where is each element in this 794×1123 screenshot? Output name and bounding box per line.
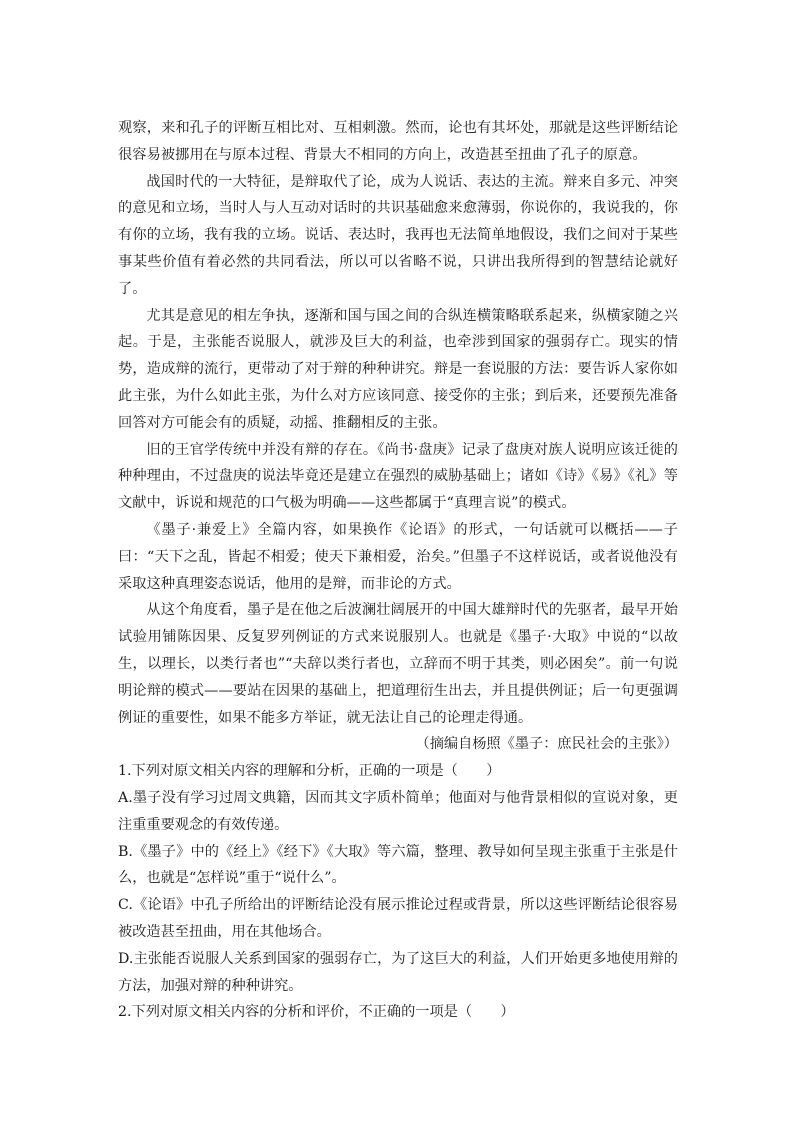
option-a: A.墨子没有学习过周文典籍，因而其文字质朴简单；他面对与他背景相似的宣说对象，更注重重要观念的有效传递。 <box>118 789 678 833</box>
question-stem: 1.下列对原文相关内容的理解和分析，正确的一项是（ ） <box>118 763 501 780</box>
question-2 <box>118 999 678 1026</box>
passage <box>118 115 678 758</box>
question-1 <box>118 758 678 999</box>
document-page <box>118 115 678 1026</box>
option-d: D.主张能否说服人关系到国家的强弱存亡，为了这巨大的利益，人们开始更多地使用辩的方法，加强对辩的种种讲究。 <box>118 950 678 994</box>
option-c: C.《论语》中孔子所给出的评断结论没有展示推论过程或背景，所以这些评断结论很容易被改造甚至扭曲，用在其他场合。 <box>118 897 678 940</box>
paragraph-1: 观察，来和孔子的评断互相比对、互相刺激。然而，论也有其坏处，那就是这些评断结论很容易被挪用在与原本过程、背景大不相同的方向上，改造甚至扭曲了孔子的原意。 <box>118 120 678 163</box>
paragraph-3: 尤其是意见的相左争执，逐渐和国与国之间的合纵连横策略联系起来，纵横家随之兴起。于是，主张能否说服人，就涉及巨大的利益，也牵涉到国家的强弱存亡。现实的情势，造成辩的流行，更带动了对于辩的种种讲究。辩是一套说服的方法：要告诉人家你如此主张，为什么如此主张，为什么对方应该同意、接受你的主张；到后来，还要预先准备回答对方可能会有的质疑，动摇、推翻相反的主张。 <box>118 307 678 431</box>
paragraph-2: 战国时代的一大特征，是辩取代了论，成为人说话、表达的主流。辩来自多元、冲突的意见和立场，当时人与人互动对话时的共识基础愈来愈薄弱，你说你的，我说我的，你有你的立场，我有我的立场。说话、表达时，我再也无法简单地假设，我们之间对于某些事某些价值有着必然的共同看法，所以可以省略不说，只讲出我所得到的智慧结论就好了。 <box>118 173 678 297</box>
paragraph-5: 《墨子·兼爱上》全篇内容，如果换作《论语》的形式，一句话就可以概括——子曰：“天下之乱，皆起不相爱；使天下兼相爱，治矣。”但墨子不这样说话，或者说他没有采取这种真理姿态说话，他用的是辩，而非论的方式。 <box>118 521 678 592</box>
paragraph-4: 旧的王官学传统中并没有辩的存在。《尚书·盘庚》记录了盘庚对族人说明应该迁徙的种种理由，不过盘庚的说法毕竟还是建立在强烈的威胁基础上；诸如《诗》《易》《礼》等文献中，诉说和规范的口气极为明确——这些都属于“真理言说”的模式。 <box>118 441 678 512</box>
source-citation: （摘编自杨照《墨子：庶民社会的主张》） <box>415 736 678 753</box>
question-stem: 2.下列对原文相关内容的分析和评价，不正确的一项是（ ） <box>118 1004 515 1021</box>
paragraph-6: 从这个角度看，墨子是在他之后波澜壮阔展开的中国大雄辩时代的先驱者，最早开始试验用铺陈因果、反复罗列例证的方式来说服别人。也就是《墨子·大取》中说的“以故生，以理长，以类行者也”“夫辞以类行者也，立辞而不明于其类，则必困矣”。前一句说明论辩的模式——要站在因果的基础上，把道理衍生出去，并且提供例证；后一句更强调例证的重要性，如果不能多方举证，就无法让自己的论理走得通。 <box>118 602 678 726</box>
option-b: B.《墨子》中的《经上》《经下》《大取》等六篇，整理、教导如何呈现主张重于主张是什么，也就是“怎样说”重于“说什么”。 <box>118 843 678 887</box>
